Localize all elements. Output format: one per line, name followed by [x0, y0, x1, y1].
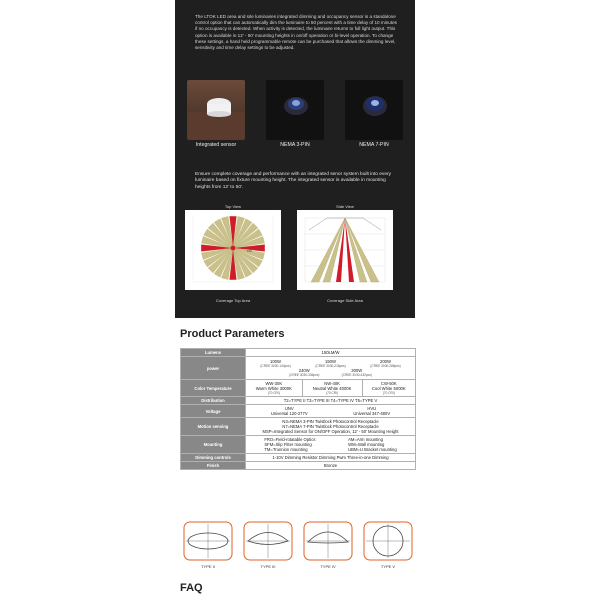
type-v-icon — [362, 520, 414, 570]
row-label: Dimming controls — [181, 454, 246, 462]
cell-value: 150LM/W — [246, 349, 416, 357]
side-view-title: Side View — [336, 204, 354, 209]
intro-paragraph: The LTOK LED area and site luminaires integrated dimming and occupancy sensor is a standalone control option that can automatically dim the luminaire to 50 percent with a time delay of 10 minutes if no occupancy is detected. When activity is detected, the luminaire returns to full light output. This option is available in 12' - 50' mounting heights in on/off operation or bi-level operation. To change these settings, a hand held programmable remote can be purchased that allows the dimming level, sensitivity and time delay settings to be adjusted. — [195, 14, 397, 51]
sensor-caption: NEMA 7-PIN — [359, 142, 389, 148]
power-150w-sub: (CREE 3030-216pcs) — [315, 364, 346, 368]
row-label: Distribution — [181, 397, 246, 405]
table-row — [181, 397, 416, 405]
top-view-caption: Coverage Top Area — [215, 298, 251, 303]
product-parameters-heading: Product Parameters — [180, 328, 285, 340]
distribution-types — [180, 520, 416, 576]
type-ii-icon — [182, 520, 234, 570]
parameters-table — [180, 348, 416, 470]
power-200w-sub: (CREE 3030-288pcs) — [370, 364, 401, 368]
row-label: Motion sensing — [181, 418, 246, 436]
power-cell — [246, 357, 416, 380]
mounting-cell: FRO=Field-rotatable Optics SFM=Slip Fitter mounting TM=Trunnion mounting AM=Arm mounting WM=Wall mounting UBM=U Bracket mounting — [246, 436, 416, 454]
table-row — [181, 454, 416, 462]
row-label: power — [181, 357, 246, 380]
side-view-diagram — [297, 210, 393, 290]
power-200w: 200W — [380, 359, 391, 364]
top-view-title: Top View — [224, 204, 242, 209]
power-300w-sub: (CREE 3030-432pcs) — [341, 373, 372, 377]
type-iii-icon — [242, 520, 294, 570]
top-view-marker: 16ft — [247, 249, 253, 253]
row-label: Color Temperature — [181, 380, 246, 397]
product-column — [175, 0, 415, 600]
power-300w: 300W — [351, 368, 363, 373]
table-row — [181, 436, 416, 454]
table-row — [181, 418, 416, 436]
power-240w-sub: (CREE 3030-336pcs) — [289, 373, 320, 377]
color-temp-cw: CW-50K Cool White 5000K (70 CRI) — [362, 380, 415, 397]
cell-value: Bronze — [246, 462, 416, 470]
nema-3pin-photo — [266, 80, 324, 140]
nema-7pin-photo — [345, 80, 403, 140]
power-240w: 240W — [298, 368, 310, 373]
power-150w: 150W — [325, 359, 336, 364]
coverage-paragraph: Ensure complete coverage and performance with an integrated senor system built into every luminaire based on fixture mounting height. The integrated sensor is available in mounting heights from 12' to 50'. — [195, 172, 391, 190]
side-view-caption: Coverage Side Area — [327, 298, 363, 303]
color-temp-ww: WW-30K Warm White 3000K (70 CRI) — [246, 380, 303, 397]
type-label: TYPE V — [380, 564, 396, 569]
color-temp-nw: NW-40K Neutral White 4000K (70 CRI) — [302, 380, 362, 397]
sensor-caption: Integrated sensor — [195, 142, 237, 148]
top-view-diagram — [185, 210, 281, 290]
type-label: TYPE III — [260, 564, 276, 569]
row-label: Lumens — [181, 349, 246, 357]
table-row — [181, 462, 416, 470]
table-row — [181, 405, 416, 418]
type-iv-icon — [302, 520, 354, 570]
table-row — [181, 349, 416, 357]
sensor-caption: NEMA 3-PIN — [280, 142, 310, 148]
faq-heading: FAQ — [180, 582, 203, 594]
voltage-cell: UNV Universal 120-277V HVU Universal 347-480V — [246, 405, 416, 418]
row-label: Mounting — [181, 436, 246, 454]
table-row — [181, 380, 416, 397]
power-100w-sub: (CREE 3030-144pcs) — [260, 364, 291, 368]
cell-value: 1-10V Dimming Resistor Dimming Pwm Three-in-one Dimming — [246, 454, 416, 462]
row-label: Finish — [181, 462, 246, 470]
motion-cell: N3=NEMA 3-PIN Twistlock Photocontrol Receptacle N7=NEMA 7-PIN Twistlock Photocontrol Receptacle MSP=Integrated Sensor for ON/OFF Operation, 12' - 50' Mounting Height — [246, 418, 416, 436]
sensor-panel — [175, 0, 415, 318]
cell-value: T2=TYPE II T3=TYPE III T4=TYPE IV T5=TYPE V — [246, 397, 416, 405]
type-label: TYPE IV — [320, 564, 336, 569]
power-100w: 100W — [270, 359, 281, 364]
type-label: TYPE II — [201, 564, 215, 569]
table-row — [181, 357, 416, 380]
integrated-sensor-photo — [187, 80, 245, 140]
row-label: Voltage — [181, 405, 246, 418]
